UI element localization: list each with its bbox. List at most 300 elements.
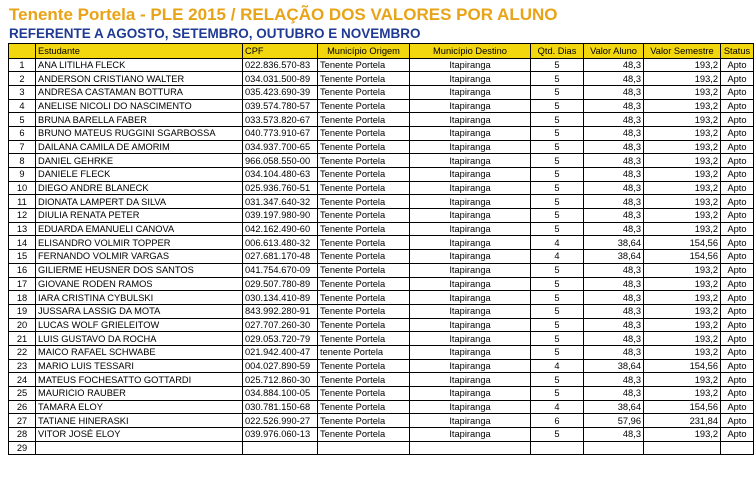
cell-status: Apto (721, 126, 754, 140)
table-row (9, 154, 754, 168)
cell-municipio-destino: Itapiranga (410, 414, 531, 428)
col-header-number (9, 44, 36, 59)
row-number: 10 (9, 181, 36, 195)
cell-estudante: DIONATA LAMPERT DA SILVA (36, 195, 243, 209)
cell-cpf: 030.781.150-68 (243, 400, 318, 414)
col-header-status: Status (721, 44, 754, 59)
cell-municipio-destino: Itapiranga (410, 304, 531, 318)
cell-municipio-origem: tenente Portela (318, 345, 410, 359)
cell-valor-aluno: 48,3 (584, 181, 644, 195)
cell-valor-aluno: 48,3 (584, 263, 644, 277)
cell-estudante: ANELISE NICOLI DO NASCIMENTO (36, 99, 243, 113)
cell-status: Apto (721, 263, 754, 277)
cell-estudante: EDUARDA EMANUELI CANOVA (36, 222, 243, 236)
cell-valor-semestre: 193,2 (644, 291, 721, 305)
cell-cpf: 025.712.860-30 (243, 373, 318, 387)
col-header-valor-semestre: Valor Semestre (644, 44, 721, 59)
cell-estudante: BRUNA BARELLA FABER (36, 113, 243, 127)
cell-valor-semestre: 193,2 (644, 126, 721, 140)
cell-municipio-origem: Tenente Portela (318, 126, 410, 140)
cell-valor-semestre: 193,2 (644, 209, 721, 223)
cell-municipio-destino: Itapiranga (410, 373, 531, 387)
cell-qtd-dias: 4 (531, 236, 584, 250)
cell-valor-semestre: 193,2 (644, 113, 721, 127)
cell-municipio-origem: Tenente Portela (318, 332, 410, 346)
cell-qtd-dias: 5 (531, 373, 584, 387)
cell-estudante: LUIS GUSTAVO DA ROCHA (36, 332, 243, 346)
row-number: 8 (9, 154, 36, 168)
page-subtitle: REFERENTE A AGOSTO, SETEMBRO, OUTUBRO E NOVEMBRO (9, 26, 421, 41)
table-row (9, 222, 754, 236)
cell-estudante: ANDRESA CASTAMAN BOTTURA (36, 85, 243, 99)
cell-cpf: 031.347.640-32 (243, 195, 318, 209)
table-row (9, 400, 754, 414)
cell-municipio-origem: Tenente Portela (318, 85, 410, 99)
row-number: 7 (9, 140, 36, 154)
cell-cpf: 040.773.910-67 (243, 126, 318, 140)
col-header-municipio-origem: Município Origem (318, 44, 410, 59)
cell-estudante: ANA LITILHA FLECK (36, 58, 243, 72)
table-row (9, 304, 754, 318)
cell-valor-semestre: 193,2 (644, 263, 721, 277)
cell-municipio-destino: Itapiranga (410, 318, 531, 332)
cell-municipio-destino: Itapiranga (410, 222, 531, 236)
cell-municipio-destino: Itapiranga (410, 387, 531, 401)
cell-status: Apto (721, 250, 754, 264)
cell-municipio-origem: Tenente Portela (318, 277, 410, 291)
cell-cpf: 034.031.500-89 (243, 72, 318, 86)
col-header-qtd-dias: Qtd. Dias (531, 44, 584, 59)
cell-valor-aluno: 48,3 (584, 113, 644, 127)
table-row (9, 181, 754, 195)
cell-valor-semestre: 193,2 (644, 332, 721, 346)
cell-qtd-dias: 5 (531, 126, 584, 140)
cell-municipio-destino: Itapiranga (410, 428, 531, 442)
cell-municipio-destino: Itapiranga (410, 332, 531, 346)
cell-valor-semestre: 193,2 (644, 277, 721, 291)
cell-valor-semestre: 193,2 (644, 195, 721, 209)
cell-municipio-origem: Tenente Portela (318, 387, 410, 401)
cell-municipio-origem: Tenente Portela (318, 236, 410, 250)
cell-municipio-destino: Itapiranga (410, 140, 531, 154)
cell-valor-semestre: 193,2 (644, 140, 721, 154)
cell-qtd-dias: 5 (531, 277, 584, 291)
cell-estudante: MATEUS FOCHESATTO GOTTARDI (36, 373, 243, 387)
cell-qtd-dias: 5 (531, 291, 584, 305)
cell-municipio-origem: Tenente Portela (318, 113, 410, 127)
row-number: 3 (9, 85, 36, 99)
cell-cpf: 035.423.690-39 (243, 85, 318, 99)
cell-status: Apto (721, 140, 754, 154)
cell-estudante: LUCAS WOLF GRIELEITOW (36, 318, 243, 332)
cell-municipio-origem: Tenente Portela (318, 168, 410, 182)
cell-status: Apto (721, 318, 754, 332)
cell-cpf: 033.573.820-67 (243, 113, 318, 127)
cell-municipio-origem: Tenente Portela (318, 263, 410, 277)
cell-municipio-destino: Itapiranga (410, 250, 531, 264)
cell-status: Apto (721, 99, 754, 113)
cell-valor-semestre: 193,2 (644, 181, 721, 195)
table-row (9, 195, 754, 209)
row-number: 5 (9, 113, 36, 127)
cell-municipio-destino: Itapiranga (410, 345, 531, 359)
row-number: 21 (9, 332, 36, 346)
cell-valor-semestre: 154,56 (644, 400, 721, 414)
cell-estudante: DIEGO ANDRE BLANECK (36, 181, 243, 195)
cell-qtd-dias: 5 (531, 85, 584, 99)
table-row (9, 85, 754, 99)
cell-valor-aluno: 48,3 (584, 332, 644, 346)
cell-status: Apto (721, 236, 754, 250)
row-number: 13 (9, 222, 36, 236)
table-row (9, 318, 754, 332)
cell-municipio-destino: Itapiranga (410, 359, 531, 373)
table-row (9, 250, 754, 264)
cell-qtd-dias: 5 (531, 168, 584, 182)
table-row (9, 126, 754, 140)
cell-cpf: 021.942.400-47 (243, 345, 318, 359)
cell-status: Apto (721, 345, 754, 359)
table-row (9, 428, 754, 442)
cell-valor-semestre: 193,2 (644, 318, 721, 332)
table-body (9, 58, 754, 455)
row-number: 1 (9, 58, 36, 72)
table-header-row (9, 44, 754, 59)
table-row (9, 291, 754, 305)
cell-estudante: MAURICIO RAUBER (36, 387, 243, 401)
cell-valor-semestre: 193,2 (644, 428, 721, 442)
cell-estudante: BRUNO MATEUS RUGGINI SGARBOSSA (36, 126, 243, 140)
cell-valor-aluno: 48,3 (584, 291, 644, 305)
cell-status: Apto (721, 113, 754, 127)
table-row (9, 263, 754, 277)
cell-municipio-destino: Itapiranga (410, 209, 531, 223)
cell-qtd-dias: 5 (531, 154, 584, 168)
cell-status: Apto (721, 428, 754, 442)
row-number: 23 (9, 359, 36, 373)
table-row (9, 359, 754, 373)
cell-qtd-dias: 4 (531, 359, 584, 373)
table-row (9, 387, 754, 401)
cell-estudante: MAICO RAFAEL SCHWABE (36, 345, 243, 359)
cell-cpf: 006.613.480-32 (243, 236, 318, 250)
cell-municipio-destino: Itapiranga (410, 58, 531, 72)
table-row (9, 236, 754, 250)
cell-status: Apto (721, 222, 754, 236)
cell-valor-aluno: 38,64 (584, 400, 644, 414)
cell-estudante: FERNANDO VOLMIR VARGAS (36, 250, 243, 264)
cell-qtd-dias: 5 (531, 318, 584, 332)
cell-status: Apto (721, 168, 754, 182)
cell-cpf: 022.526.990-27 (243, 414, 318, 428)
cell-valor-aluno: 48,3 (584, 373, 644, 387)
cell-status (721, 441, 754, 455)
cell-municipio-origem: Tenente Portela (318, 428, 410, 442)
cell-municipio-origem: Tenente Portela (318, 318, 410, 332)
cell-valor-semestre: 154,56 (644, 359, 721, 373)
cell-municipio-destino: Itapiranga (410, 85, 531, 99)
cell-municipio-origem: Tenente Portela (318, 400, 410, 414)
cell-status: Apto (721, 85, 754, 99)
cell-cpf: 022.836.570-83 (243, 58, 318, 72)
cell-qtd-dias (531, 441, 584, 455)
cell-valor-aluno: 48,3 (584, 345, 644, 359)
cell-municipio-origem: Tenente Portela (318, 72, 410, 86)
cell-estudante: TAMARA ELOY (36, 400, 243, 414)
cell-estudante: ANDERSON CRISTIANO WALTER (36, 72, 243, 86)
cell-valor-semestre: 193,2 (644, 168, 721, 182)
cell-status: Apto (721, 181, 754, 195)
cell-valor-semestre: 193,2 (644, 85, 721, 99)
cell-status: Apto (721, 209, 754, 223)
cell-status: Apto (721, 304, 754, 318)
students-table (8, 43, 754, 455)
cell-estudante: DIULIA RENATA PETER (36, 209, 243, 223)
cell-qtd-dias: 6 (531, 414, 584, 428)
cell-municipio-destino: Itapiranga (410, 181, 531, 195)
row-number: 9 (9, 168, 36, 182)
cell-valor-semestre: 193,2 (644, 387, 721, 401)
cell-status: Apto (721, 414, 754, 428)
cell-valor-semestre: 193,2 (644, 222, 721, 236)
cell-qtd-dias: 5 (531, 222, 584, 236)
cell-cpf: 029.053.720-79 (243, 332, 318, 346)
cell-municipio-origem: Tenente Portela (318, 154, 410, 168)
cell-valor-aluno: 57,96 (584, 414, 644, 428)
row-number: 22 (9, 345, 36, 359)
cell-estudante: TATIANE HINERASKI (36, 414, 243, 428)
cell-qtd-dias: 5 (531, 99, 584, 113)
cell-municipio-destino: Itapiranga (410, 154, 531, 168)
cell-valor-aluno: 48,3 (584, 99, 644, 113)
cell-valor-aluno: 48,3 (584, 428, 644, 442)
cell-status: Apto (721, 195, 754, 209)
cell-municipio-origem: Tenente Portela (318, 58, 410, 72)
cell-qtd-dias: 5 (531, 181, 584, 195)
cell-municipio-destino: Itapiranga (410, 291, 531, 305)
cell-qtd-dias: 5 (531, 304, 584, 318)
cell-estudante: DANIELE FLECK (36, 168, 243, 182)
table-row (9, 441, 754, 455)
cell-status: Apto (721, 72, 754, 86)
cell-valor-aluno: 48,3 (584, 58, 644, 72)
cell-valor-semestre: 154,56 (644, 236, 721, 250)
cell-municipio-destino (410, 441, 531, 455)
cell-qtd-dias: 5 (531, 113, 584, 127)
row-number: 19 (9, 304, 36, 318)
row-number: 15 (9, 250, 36, 264)
cell-qtd-dias: 5 (531, 387, 584, 401)
cell-valor-aluno: 48,3 (584, 126, 644, 140)
cell-municipio-destino: Itapiranga (410, 236, 531, 250)
cell-valor-semestre: 193,2 (644, 345, 721, 359)
cell-municipio-origem: Tenente Portela (318, 195, 410, 209)
table-row (9, 72, 754, 86)
cell-qtd-dias: 4 (531, 250, 584, 264)
table-row (9, 113, 754, 127)
cell-cpf: 966.058.550-00 (243, 154, 318, 168)
cell-qtd-dias: 5 (531, 428, 584, 442)
cell-qtd-dias: 5 (531, 58, 584, 72)
cell-cpf: 042.162.490-60 (243, 222, 318, 236)
cell-cpf: 041.754.670-09 (243, 263, 318, 277)
cell-qtd-dias: 5 (531, 332, 584, 346)
cell-municipio-origem: Tenente Portela (318, 414, 410, 428)
cell-cpf: 034.937.700-65 (243, 140, 318, 154)
cell-municipio-origem: Tenente Portela (318, 99, 410, 113)
cell-valor-aluno: 48,3 (584, 85, 644, 99)
cell-estudante (36, 441, 243, 455)
row-number: 4 (9, 99, 36, 113)
col-header-estudante: Estudante (36, 44, 243, 59)
cell-cpf: 027.707.260-30 (243, 318, 318, 332)
cell-cpf: 027.681.170-48 (243, 250, 318, 264)
cell-valor-aluno: 48,3 (584, 277, 644, 291)
cell-cpf: 034.104.480-63 (243, 168, 318, 182)
cell-estudante: MARIO LUIS TESSARI (36, 359, 243, 373)
table-row (9, 373, 754, 387)
cell-valor-aluno: 48,3 (584, 209, 644, 223)
cell-estudante: DAILANA CAMILA DE AMORIM (36, 140, 243, 154)
cell-municipio-origem: Tenente Portela (318, 304, 410, 318)
cell-valor-aluno: 48,3 (584, 168, 644, 182)
cell-cpf (243, 441, 318, 455)
cell-valor-aluno: 48,3 (584, 72, 644, 86)
cell-municipio-destino: Itapiranga (410, 263, 531, 277)
cell-municipio-origem: Tenente Portela (318, 140, 410, 154)
cell-valor-aluno: 48,3 (584, 222, 644, 236)
cell-municipio-origem: Tenente Portela (318, 222, 410, 236)
row-number: 29 (9, 441, 36, 455)
cell-cpf: 025.936.760-51 (243, 181, 318, 195)
row-number: 12 (9, 209, 36, 223)
table-row (9, 345, 754, 359)
cell-estudante: GILIERME HEUSNER DOS SANTOS (36, 263, 243, 277)
cell-valor-semestre: 193,2 (644, 304, 721, 318)
cell-estudante: JUSSARA LASSIG DA MOTA (36, 304, 243, 318)
cell-cpf: 030.134.410-89 (243, 291, 318, 305)
row-number: 6 (9, 126, 36, 140)
table-row (9, 277, 754, 291)
cell-estudante: DANIEL GEHRKE (36, 154, 243, 168)
cell-valor-aluno: 48,3 (584, 140, 644, 154)
cell-status: Apto (721, 332, 754, 346)
cell-status: Apto (721, 373, 754, 387)
cell-cpf: 039.976.060-13 (243, 428, 318, 442)
cell-valor-semestre: 154,56 (644, 250, 721, 264)
cell-cpf: 843.992.280-91 (243, 304, 318, 318)
cell-status: Apto (721, 400, 754, 414)
row-number: 18 (9, 291, 36, 305)
col-header-municipio-destino: Município Destino (410, 44, 531, 59)
cell-municipio-origem: Tenente Portela (318, 291, 410, 305)
cell-estudante: GIOVANE RODEN RAMOS (36, 277, 243, 291)
cell-municipio-destino: Itapiranga (410, 113, 531, 127)
cell-municipio-origem: Tenente Portela (318, 373, 410, 387)
cell-cpf: 039.197.980-90 (243, 209, 318, 223)
cell-valor-semestre: 231,84 (644, 414, 721, 428)
cell-status: Apto (721, 387, 754, 401)
cell-valor-aluno: 48,3 (584, 195, 644, 209)
cell-qtd-dias: 5 (531, 195, 584, 209)
cell-valor-semestre: 193,2 (644, 99, 721, 113)
row-number: 25 (9, 387, 36, 401)
row-number: 24 (9, 373, 36, 387)
row-number: 2 (9, 72, 36, 86)
cell-valor-semestre: 193,2 (644, 154, 721, 168)
cell-municipio-destino: Itapiranga (410, 277, 531, 291)
cell-valor-aluno (584, 441, 644, 455)
cell-municipio-destino: Itapiranga (410, 168, 531, 182)
cell-valor-aluno: 48,3 (584, 154, 644, 168)
cell-valor-semestre: 193,2 (644, 373, 721, 387)
cell-status: Apto (721, 277, 754, 291)
row-number: 28 (9, 428, 36, 442)
table-row (9, 414, 754, 428)
table-row (9, 168, 754, 182)
cell-valor-aluno: 48,3 (584, 318, 644, 332)
cell-valor-aluno: 38,64 (584, 236, 644, 250)
cell-cpf: 039.574.780-57 (243, 99, 318, 113)
cell-valor-aluno: 48,3 (584, 387, 644, 401)
cell-municipio-origem: Tenente Portela (318, 359, 410, 373)
cell-qtd-dias: 5 (531, 140, 584, 154)
table-row (9, 140, 754, 154)
cell-municipio-origem: Tenente Portela (318, 209, 410, 223)
cell-valor-aluno: 38,64 (584, 250, 644, 264)
page-title: Tenente Portela - PLE 2015 / RELAÇÃO DOS VALORES POR ALUNO (9, 5, 558, 24)
cell-municipio-origem (318, 441, 410, 455)
table-row (9, 58, 754, 72)
cell-cpf: 004.027.890-59 (243, 359, 318, 373)
cell-valor-semestre: 193,2 (644, 58, 721, 72)
cell-municipio-destino: Itapiranga (410, 99, 531, 113)
row-number: 14 (9, 236, 36, 250)
cell-status: Apto (721, 291, 754, 305)
cell-status: Apto (721, 58, 754, 72)
cell-qtd-dias: 5 (531, 209, 584, 223)
cell-valor-semestre (644, 441, 721, 455)
cell-estudante: IARA CRISTINA CYBULSKI (36, 291, 243, 305)
cell-cpf: 034.884.100-05 (243, 387, 318, 401)
cell-estudante: VITOR JOSÉ ELOY (36, 428, 243, 442)
cell-municipio-origem: Tenente Portela (318, 181, 410, 195)
cell-cpf: 029.507.780-89 (243, 277, 318, 291)
cell-qtd-dias: 5 (531, 72, 584, 86)
cell-valor-semestre: 193,2 (644, 72, 721, 86)
row-number: 27 (9, 414, 36, 428)
row-number: 26 (9, 400, 36, 414)
cell-municipio-destino: Itapiranga (410, 126, 531, 140)
row-number: 11 (9, 195, 36, 209)
cell-status: Apto (721, 359, 754, 373)
cell-municipio-destino: Itapiranga (410, 400, 531, 414)
cell-qtd-dias: 4 (531, 400, 584, 414)
cell-municipio-destino: Itapiranga (410, 195, 531, 209)
cell-status: Apto (721, 154, 754, 168)
cell-valor-aluno: 48,3 (584, 304, 644, 318)
cell-municipio-origem: Tenente Portela (318, 250, 410, 264)
table-row (9, 99, 754, 113)
cell-valor-aluno: 38,64 (584, 359, 644, 373)
row-number: 17 (9, 277, 36, 291)
row-number: 16 (9, 263, 36, 277)
table-row (9, 332, 754, 346)
cell-estudante: ELISANDRO VOLMIR TOPPER (36, 236, 243, 250)
col-header-cpf: CPF (243, 44, 318, 59)
col-header-valor-aluno: Valor Aluno (584, 44, 644, 59)
table-row (9, 209, 754, 223)
